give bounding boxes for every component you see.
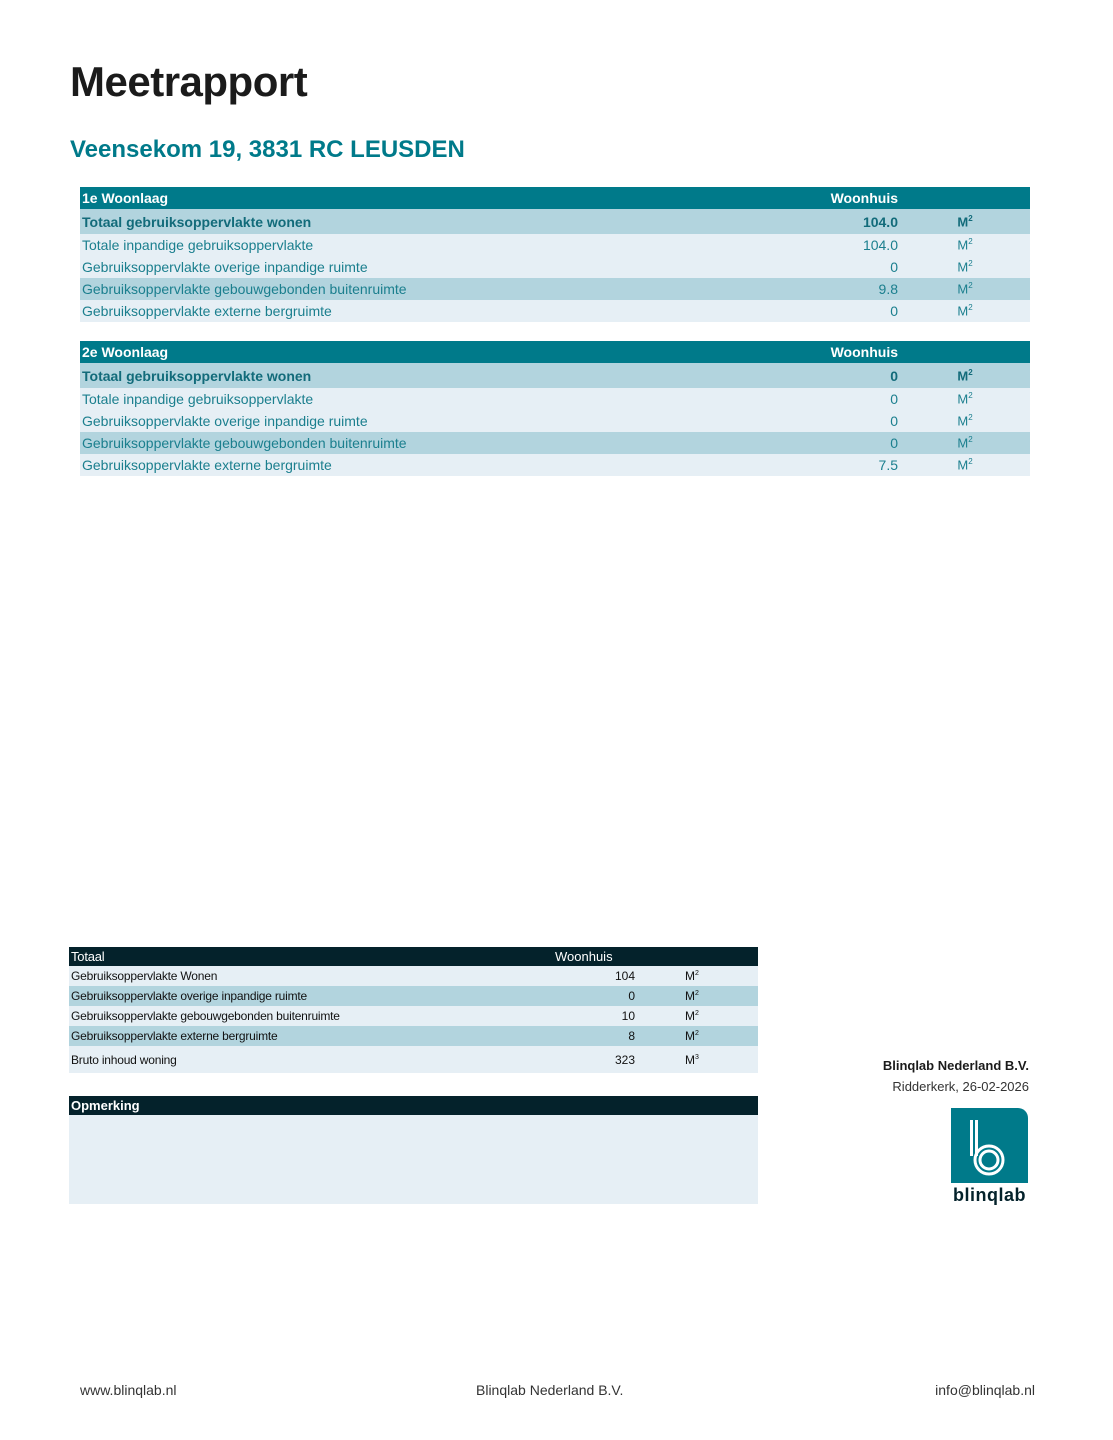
level-header <box>80 187 1030 209</box>
table-row: Gebruiksoppervlakte gebouwgebonden buitenruimte 0 $M^2$ <box>80 432 1030 454</box>
summary-header: Totaal Woonhuis <box>69 947 758 966</box>
column-header: Woonhuis <box>830 190 898 206</box>
level-name: 2e Woonlaag <box>82 344 169 360</box>
footer-company: Blinqlab Nederland B.V. <box>476 1382 624 1398</box>
footer-website[interactable]: www.blinqlab.nl <box>80 1382 177 1398</box>
table-row: Gebruiksoppervlakte overige inpandige ruimte 0 $M^2$ <box>80 256 1030 278</box>
level-table-1 <box>80 187 1030 322</box>
level-table-2 <box>80 341 1030 476</box>
table-row: Gebruiksoppervlakte Wonen 104 $M^2$ <box>69 966 758 986</box>
page-title: Meetrapport <box>70 58 308 105</box>
remark-header: Opmerking <box>69 1096 758 1115</box>
blinqlab-logo <box>951 1108 1028 1205</box>
blinqlab-b-logo-icon <box>951 1108 1028 1183</box>
level-header <box>80 341 1030 363</box>
table-row: Gebruiksoppervlakte gebouwgebonden buitenruimte 10 $M^2$ <box>69 1006 758 1026</box>
table-row: Gebruiksoppervlakte externe bergruimte 8 $M^2$ <box>69 1026 758 1046</box>
column-header: Woonhuis <box>830 344 898 360</box>
table-row: Gebruiksoppervlakte overige inpandige ruimte 0 $M^2$ <box>80 410 1030 432</box>
footer-email[interactable]: info@blinqlab.nl <box>935 1382 1035 1398</box>
table-row: Gebruiksoppervlakte overige inpandige ruimte 0 $M^2$ <box>69 986 758 1006</box>
company-block <box>883 1058 1029 1094</box>
table-row: Totaal gebruiksoppervlakte wonen 104.0 $M^2$ <box>80 209 1030 234</box>
remark-body <box>69 1115 758 1204</box>
table-row: Gebruiksoppervlakte externe bergruimte 7.5 $M^2$ <box>80 454 1030 476</box>
address-heading: Veensekom 19, 3831 RC LEUSDEN <box>70 136 465 163</box>
summary-table <box>69 947 758 1073</box>
remark-section <box>69 1096 758 1204</box>
table-row: Gebruiksoppervlakte externe bergruimte 0 $M^2$ <box>80 300 1030 322</box>
company-place-date: Ridderkerk, 26-02-2026 <box>892 1079 1029 1094</box>
logo-text: blinqlab <box>953 1185 1026 1205</box>
table-row: Totale inpandige gebruiksoppervlakte 0 $M^2$ <box>80 388 1030 410</box>
table-row: Bruto inhoud woning 323 $M^3$ <box>69 1046 758 1073</box>
table-row: Gebruiksoppervlakte gebouwgebonden buitenruimte 9.8 $M^2$ <box>80 278 1030 300</box>
table-row: Totaal gebruiksoppervlakte wonen 0 $M^2$ <box>80 363 1030 388</box>
level-name: 1e Woonlaag <box>82 190 169 206</box>
company-name: Blinqlab Nederland B.V. <box>882 1058 1029 1073</box>
table-row: Totale inpandige gebruiksoppervlakte 104.0 $M^2$ <box>80 234 1030 256</box>
